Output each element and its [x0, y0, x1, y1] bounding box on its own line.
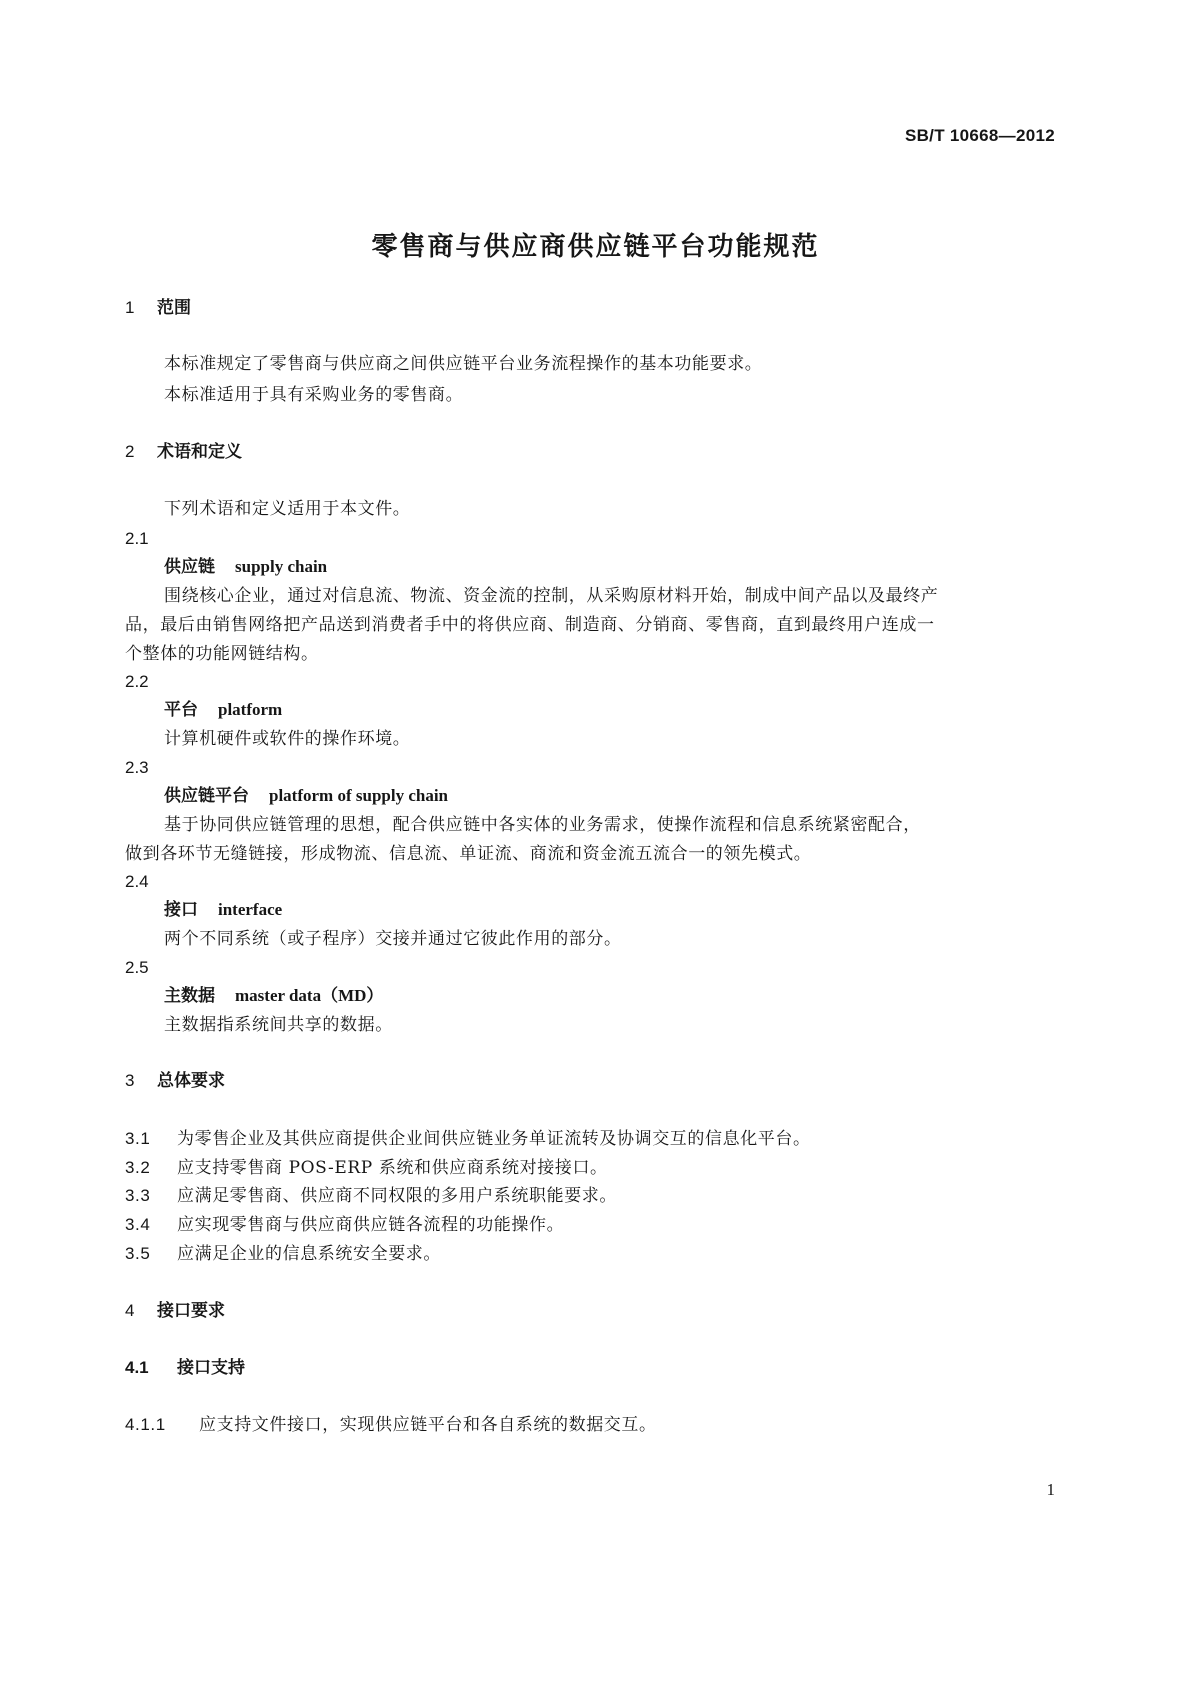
item-number: 3.1 [125, 1129, 151, 1148]
requirement-item [125, 1413, 657, 1437]
term-number: 2.1 [125, 529, 149, 548]
subsection-number: 4.1 [125, 1358, 149, 1377]
term-number: 2.2 [125, 672, 149, 691]
requirement-item [125, 1156, 608, 1180]
section-title: 总体要求 [157, 1071, 225, 1091]
item-text: 应满足零售商、供应商不同权限的多用户系统职能要求。 [177, 1186, 617, 1206]
term-zh: 主数据 [164, 986, 215, 1006]
term-zh: 平台 [164, 700, 198, 720]
requirement-item [125, 1213, 564, 1237]
definition-line: 主数据指系统间共享的数据。 [164, 1015, 393, 1035]
section-number: 1 [125, 298, 135, 317]
subsection-title: 接口支持 [177, 1358, 245, 1378]
item-text: 应支持零售商 POS-ERP 系统和供应商系统对接接口。 [177, 1158, 608, 1178]
paragraph: 本标准规定了零售商与供应商之间供应链平台业务流程操作的基本功能要求。 [164, 354, 763, 374]
item-number: 3.5 [125, 1244, 151, 1263]
section-title: 范围 [157, 298, 191, 318]
term-heading [164, 698, 282, 722]
requirement-item [125, 1127, 811, 1151]
standard-code: SB/T 10668—2012 [904, 126, 1055, 145]
definition-line: 个整体的功能网链结构。 [125, 644, 319, 664]
paragraph: 下列术语和定义适用于本文件。 [164, 499, 411, 519]
term-heading [164, 898, 282, 922]
definition-line: 品，最后由销售网络把产品送到消费者手中的将供应商、制造商、分销商、零售商，直到最终用户连成一 [125, 615, 935, 635]
term-heading [164, 784, 448, 808]
term-heading [164, 984, 383, 1008]
item-number: 3.3 [125, 1186, 151, 1205]
term-en: platform of supply chain [269, 786, 448, 805]
term-number: 2.3 [125, 758, 149, 777]
item-text: 应实现零售商与供应商供应链各流程的功能操作。 [177, 1215, 565, 1235]
item-number: 3.2 [125, 1158, 151, 1177]
term-en: platform [218, 700, 283, 719]
definition-line: 围绕核心企业，通过对信息流、物流、资金流的控制，从采购原材料开始，制成中间产品以及最终产 [164, 586, 939, 606]
term-zh: 供应链平台 [164, 786, 249, 806]
item-number: 4.1.1 [125, 1415, 166, 1434]
term-zh: 接口 [164, 900, 198, 920]
section-title: 接口要求 [157, 1301, 225, 1321]
section-4-heading [125, 1299, 225, 1323]
paragraph: 本标准适用于具有采购业务的零售商。 [164, 385, 464, 405]
section-2-heading [125, 440, 242, 464]
term-heading [164, 555, 327, 579]
section-number: 3 [125, 1071, 135, 1090]
term-number: 2.4 [125, 872, 149, 891]
definition-line: 计算机硬件或软件的操作环境。 [164, 729, 411, 749]
definition-line: 两个不同系统（或子程序）交接并通过它彼此作用的部分。 [164, 929, 622, 949]
section-title: 术语和定义 [157, 442, 242, 462]
definition-line: 基于协同供应链管理的思想，配合供应链中各实体的业务需求，使操作流程和信息系统紧密配合， [164, 815, 921, 835]
item-text: 为零售企业及其供应商提供企业间供应链业务单证流转及协调交互的信息化平台。 [177, 1129, 811, 1149]
term-zh: 供应链 [164, 557, 215, 577]
requirement-item [125, 1242, 441, 1266]
section-1-heading [125, 296, 191, 320]
section-number: 4 [125, 1301, 135, 1320]
term-en: supply chain [235, 557, 328, 576]
document-title: 零售商与供应商供应链平台功能规范 [371, 232, 820, 262]
section-number: 2 [125, 442, 135, 461]
item-text: 应满足企业的信息系统安全要求。 [177, 1244, 441, 1264]
section-3-heading [125, 1069, 225, 1093]
item-number: 3.4 [125, 1215, 151, 1234]
subsection-4-1-heading [125, 1356, 245, 1380]
term-number: 2.5 [125, 958, 149, 977]
item-text: 应支持文件接口，实现供应链平台和各自系统的数据交互。 [199, 1415, 657, 1435]
term-en: master data（MD） [235, 986, 384, 1005]
page-number: 1 [1046, 1480, 1055, 1499]
definition-line: 做到各环节无缝链接，形成物流、信息流、单证流、商流和资金流五流合一的领先模式。 [125, 844, 812, 864]
term-en: interface [218, 900, 283, 919]
requirement-item [125, 1184, 617, 1208]
